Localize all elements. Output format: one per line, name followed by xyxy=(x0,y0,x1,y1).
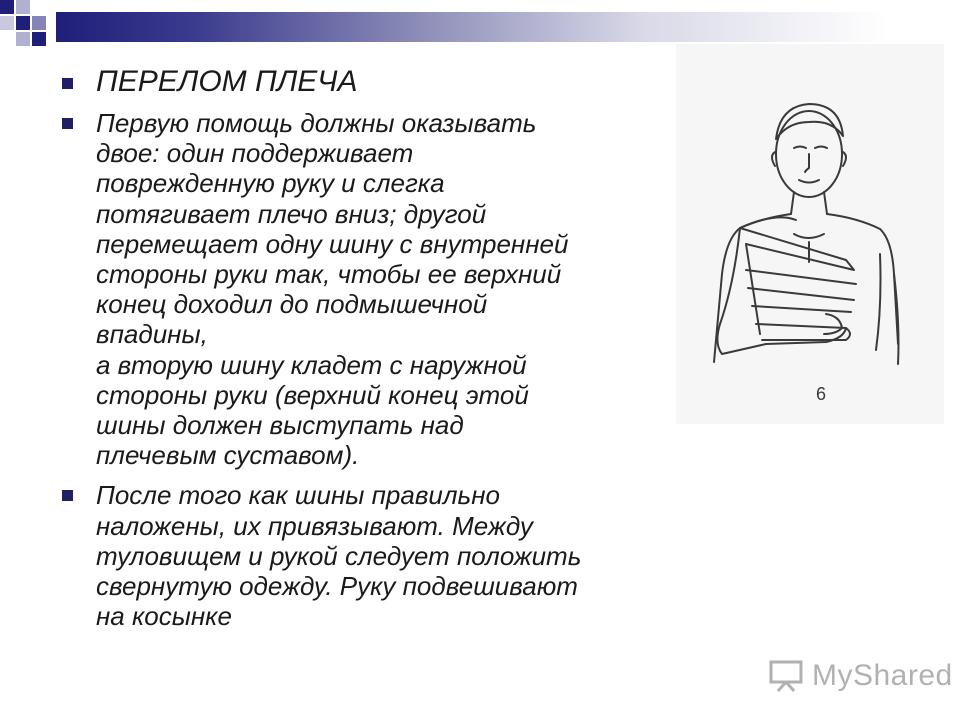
header-gradient-band xyxy=(56,12,960,42)
text-line: наложены, их привязывают. Между xyxy=(96,510,533,541)
text-line: шины должен выступать над xyxy=(96,410,464,441)
text-line: туловищем и рукой следует положить xyxy=(96,540,582,571)
slide-body xyxy=(60,64,700,641)
paragraph-first-aid xyxy=(60,108,700,470)
text-line: стороны руки (верхний конец этой xyxy=(96,379,529,410)
text-line: двое: один поддерживает xyxy=(96,138,414,169)
myshared-watermark xyxy=(768,656,953,696)
bullet-square xyxy=(62,78,73,89)
figure-number: 6 xyxy=(816,384,827,404)
text-line: плечевым суставом). xyxy=(96,440,360,471)
header-square xyxy=(16,16,30,30)
header-square xyxy=(16,32,30,46)
header-square xyxy=(16,0,30,14)
slide-title: ПЕРЕЛОМ ПЛЕЧА xyxy=(96,65,358,98)
text-line: стороны руки так, чтобы ее верхний xyxy=(96,259,562,290)
header-square xyxy=(0,0,14,14)
bullet-square xyxy=(62,490,73,501)
text-line: Первую помощь должны оказывать xyxy=(96,108,537,138)
bullet-square xyxy=(62,118,73,129)
presentation-board-icon xyxy=(768,659,804,693)
paragraph-fixation xyxy=(60,480,700,631)
text-line: а вторую шину кладет с наружной xyxy=(96,349,527,380)
text-line: на косынке xyxy=(96,601,232,632)
header-square xyxy=(32,16,46,30)
text-line: свернутую одежду. Руку подвешивают xyxy=(96,571,578,602)
text-line: поврежденную руку и слегка xyxy=(96,168,445,199)
header-square xyxy=(0,16,14,30)
header-square xyxy=(32,32,46,46)
text-line: После того как шины правильно xyxy=(96,480,500,511)
arm-sling-bandage-icon xyxy=(676,44,944,424)
slide-title-item xyxy=(60,64,700,100)
text-line: конец доходил до подмышечной xyxy=(96,289,488,320)
watermark-text: MyShared xyxy=(812,659,953,692)
text-line: впадины, xyxy=(96,319,208,350)
arm-sling-bandage-illustration xyxy=(676,44,944,424)
text-line: перемещает одну шину с внутренней xyxy=(96,228,569,259)
text-line: потягивает плечо вниз; другой xyxy=(96,198,487,229)
